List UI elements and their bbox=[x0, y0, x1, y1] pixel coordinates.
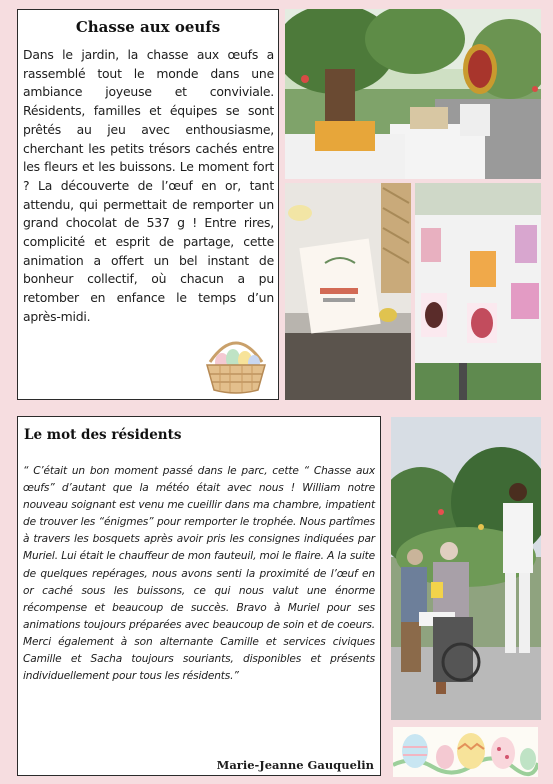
garden-photo bbox=[285, 9, 541, 179]
residents-photo bbox=[391, 417, 541, 720]
article-body: Dans le jardin, la chasse aux œufs a rassemblé tout le monde dans une ambiance joyeuse et conviviale. Résidents, familles et équipes se sont prêtés au jeu avec enthousiasme, cherchant les petits trésors cachés entre les fleurs et les buissons. Le moment fort ? La découverte de l’œuf en or, tant attendu, qui permettait de remporter un grand chocolat de 537 g ! Entre rires, complicité et esprit de partage, cette animation a offert un bel instant de bonheur collectif, où chacun a pu retomber en enfance le temps d’un après-midi. bbox=[23, 47, 274, 324]
testimony-quote: “ C’était un bon moment passé dans le parc, cette “ Chasse aux œufs” d’autant que la météo était avec nous ! William notre nouveau soignant est venu me cueillir dans ma chambre, impatient de trouver les “énigmes” pour remporter le trophée. Nous partîmes à travers les bosquets après avoir pris les consignes indiquées par Muriel. Lui était le chauffeur de mon fauteuil, moi le flaire. A la suite de quelques repérages, nous avons senti la proximité de l’œuf en or caché sous les buissons, ce qui nous valut une énorme récompense et beaucoup de succès. Bravo à Muriel pour ses animations toujours préparées avec beaucoup de soin et de coeurs. Merci également à son alternante Camille et services civiques Camille et Sacha toujours souriants, disponibles et présents individuellement pour tous les résidents.” bbox=[23, 465, 375, 683]
signature: Marie-Jeanne Gauquelin bbox=[216, 758, 374, 772]
poster-photo bbox=[285, 183, 411, 400]
testimony-panel bbox=[17, 416, 381, 776]
eggs-strip-icon bbox=[393, 727, 538, 777]
testimony-title: Le mot des résidents bbox=[24, 427, 182, 443]
article-title: Chasse aux oeufs bbox=[75, 18, 221, 36]
egg-board-photo bbox=[415, 183, 541, 400]
easter-basket-icon bbox=[200, 332, 272, 398]
